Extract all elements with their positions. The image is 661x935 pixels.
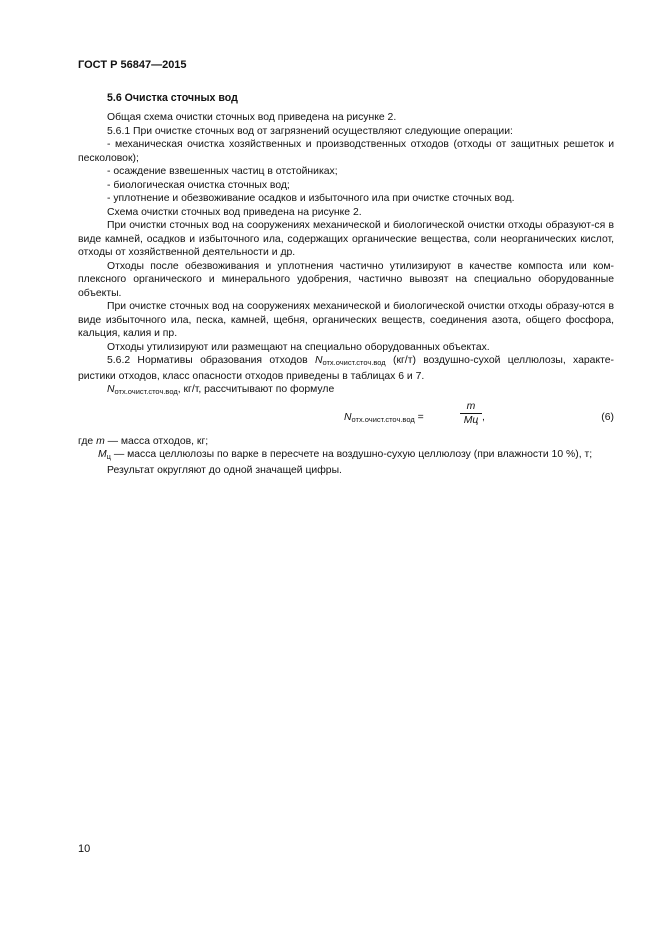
symbol-m: m bbox=[96, 435, 105, 447]
paragraph: 5.6.1 При очистке сточных вод от загрязнений осуществляют следующие операции: bbox=[107, 125, 513, 137]
formula-number: (6) bbox=[601, 411, 614, 423]
paragraph: При очистке сточных вод на сооружениях механической и биологической очистки отходы образу-ются в виде избыточного ила, песка, камней, щебня, органических веществ, соединения азота, общего фосфора, кальция, калия и пр. bbox=[78, 301, 614, 339]
document-body bbox=[78, 111, 614, 477]
formula-comma: , bbox=[482, 411, 485, 423]
symbol-subscript: отх.очист.сточ.вод bbox=[351, 414, 415, 424]
symbol-mc: М bbox=[98, 449, 107, 460]
text: (кг/т) воздушно-сухой целлюлозы, характе-ристики отходов, класс опасности отходов приведены в таблицах 6 и 7. bbox=[78, 355, 614, 382]
section-title: 5.6 Очистка сточных вод bbox=[107, 92, 238, 104]
bullet-item: - механическая очистка хозяйственных и производственных отходов (отходы от защитных решеток и песколовок); bbox=[78, 139, 614, 164]
fraction-numerator: m bbox=[460, 401, 482, 414]
bullet-item: - биологическая очистка сточных вод; bbox=[107, 179, 290, 191]
bullet-item: - осаждение взвешенных частиц в отстойниках; bbox=[107, 166, 338, 177]
paragraph: Общая схема очистки сточных вод приведена на рисунке 2. bbox=[107, 112, 397, 123]
paragraph: Отходы утилизируют или размещают на специально оборудованных объектах. bbox=[107, 341, 490, 353]
symbol-subscript: отх.очист.сточ.вод bbox=[322, 358, 386, 367]
text: — масса целлюлозы по варке в пересчете на воздушно-сухую целлюлозу (при влажности 10 %), т; bbox=[110, 449, 593, 460]
formula-lhs bbox=[344, 411, 424, 427]
fraction-denominator: Мц bbox=[463, 414, 479, 426]
paragraph: Отходы после обезвоживания и уплотнения частично утилизируют в качестве компоста или ком-плексного органического и минерального удобрения, частично вывозят на специально оборудованные объекты. bbox=[78, 260, 614, 299]
text: 5.6.2 Нормативы образования отходов bbox=[107, 355, 315, 366]
text: , кг/т, рассчитывают по формуле bbox=[177, 384, 335, 395]
page-number: 10 bbox=[78, 843, 91, 855]
symbol-n: N bbox=[107, 384, 115, 395]
paragraph-formula-intro bbox=[78, 383, 614, 399]
paragraph-norms bbox=[78, 354, 614, 383]
paragraph: Результат округляют до одной значащей цифры. bbox=[107, 464, 342, 476]
where-mc bbox=[78, 448, 614, 464]
bullet-item: - уплотнение и обезвоживание осадков и избыточного ила при очистке сточных вод. bbox=[107, 193, 515, 204]
equals-sign: = bbox=[414, 411, 424, 423]
symbol-n: N bbox=[344, 411, 352, 423]
formula bbox=[78, 401, 614, 431]
paragraph: Схема очистки сточных вод приведена на рисунке 2. bbox=[107, 206, 362, 218]
paragraph: При очистки сточных вод на сооружениях механической и биологической очистки отходы образуют-ся в виде камней, осадков и избыточного ила, содержащих органические вещества, соли неорганических кислот, отходы от хозяйственной деятельности и др. bbox=[78, 220, 614, 258]
text: — масса отходов, кг; bbox=[104, 435, 209, 447]
formula-fraction bbox=[460, 401, 482, 428]
symbol-n: N bbox=[314, 355, 323, 366]
symbol-subscript: ц bbox=[106, 452, 111, 461]
where-m bbox=[78, 435, 614, 449]
where-label: где bbox=[78, 435, 97, 447]
document-code: ГОСТ Р 56847—2015 bbox=[78, 59, 187, 71]
symbol-subscript: отх.очист.сточ.вод bbox=[114, 387, 178, 396]
